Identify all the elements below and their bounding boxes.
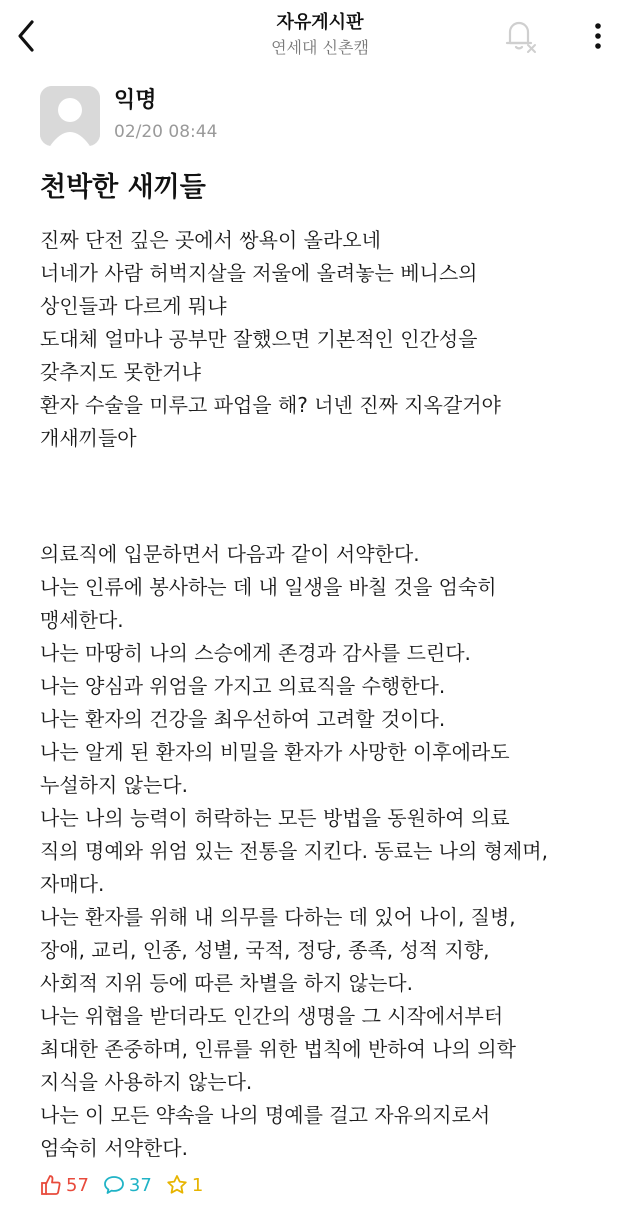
body-line: 도대체 얼마나 공부만 잘했으면 기본적인 인간성을 <box>40 327 478 351</box>
top-bar <box>0 0 640 74</box>
post-stats <box>40 1170 217 1200</box>
more-options-button[interactable] <box>582 14 614 58</box>
body-line: 진짜 단전 깊은 곳에서 쌍욕이 올라오네 <box>40 228 381 252</box>
bell-off-icon <box>502 17 538 55</box>
chevron-left-icon <box>14 18 38 54</box>
body-line: 의료직에 입문하면서 다음과 같이 서약한다. <box>40 542 420 566</box>
body-line: 나는 환자를 위해 내 의무를 다하는 데 있어 나이, 질병, <box>40 905 516 929</box>
post-title: 천박한 새끼들 <box>40 172 206 203</box>
board-header <box>170 10 470 60</box>
body-line: 나는 나의 능력이 허락하는 모든 방법을 동원하여 의료 <box>40 806 510 830</box>
speech-bubble-icon <box>103 1174 125 1196</box>
body-line: 장애, 교리, 인종, 성별, 국적, 정당, 종족, 성적 지향, <box>40 938 490 962</box>
notification-toggle-button[interactable] <box>500 14 540 58</box>
more-vertical-icon <box>594 22 602 50</box>
back-button[interactable] <box>8 14 44 58</box>
body-line: 나는 인류에 봉사하는 데 내 일생을 바칠 것을 엄숙히 <box>40 575 497 599</box>
body-line: 나는 양심과 위엄을 가지고 의료직을 수행한다. <box>40 674 446 698</box>
body-line: 맹세한다. <box>40 608 124 632</box>
body-line: 상인들과 다르게 뭐냐 <box>40 294 227 318</box>
paragraph-spacer <box>40 455 610 521</box>
post-body <box>40 224 610 1165</box>
body-line: 너네가 사람 허벅지살을 저울에 올려놓는 베니스의 <box>40 261 478 285</box>
body-line: 나는 환자의 건강을 최우선하여 고려할 것이다. <box>40 707 446 731</box>
body-line: 직의 명예와 위엄 있는 전통을 지킨다. 동료는 나의 형제며, <box>40 839 548 863</box>
scrap-count <box>166 1174 203 1196</box>
board-title: 자유게시판 <box>276 12 364 33</box>
body-line: 나는 이 모든 약속을 나의 명예를 걸고 자유의지로서 <box>40 1103 491 1127</box>
body-line: 자매다. <box>40 872 105 896</box>
post-timestamp: 02/20 08:44 <box>114 122 218 142</box>
body-line: 누설하지 않는다. <box>40 773 188 797</box>
body-line: 개새끼들아 <box>40 426 137 450</box>
body-line: 사회적 지위 등에 따른 차별을 하지 않는다. <box>40 971 413 995</box>
avatar <box>40 86 100 146</box>
like-count-value: 57 <box>66 1174 89 1196</box>
comment-count-value: 37 <box>128 1174 152 1196</box>
paragraph-spacer <box>40 521 610 538</box>
comment-count <box>103 1174 152 1196</box>
like-count <box>40 1174 89 1196</box>
body-line: 엄숙히 서약한다. <box>40 1136 188 1160</box>
body-line: 지식을 사용하지 않는다. <box>40 1070 253 1094</box>
body-line: 갖추지도 못한거냐 <box>40 360 201 384</box>
anonymous-avatar-icon <box>40 86 100 146</box>
star-icon <box>166 1174 188 1196</box>
author-name: 익명 <box>114 88 157 113</box>
thumbs-up-icon <box>40 1174 62 1196</box>
body-line: 나는 알게 된 환자의 비밀을 환자가 사망한 이후에라도 <box>40 740 510 764</box>
post-author-row <box>40 86 600 148</box>
body-line: 나는 마땅히 나의 스승에게 존경과 감사를 드린다. <box>40 641 471 665</box>
scrap-count-value: 1 <box>191 1174 204 1196</box>
body-line: 최대한 존중하며, 인류를 위한 법칙에 반하여 나의 의학 <box>40 1037 516 1061</box>
board-subtitle: 연세대 신촌캠 <box>271 38 369 57</box>
body-line: 환자 수술을 미루고 파업을 해? 너넨 진짜 지옥갈거야 <box>40 393 501 417</box>
body-line: 나는 위협을 받더라도 인간의 생명을 그 시작에서부터 <box>40 1004 504 1028</box>
